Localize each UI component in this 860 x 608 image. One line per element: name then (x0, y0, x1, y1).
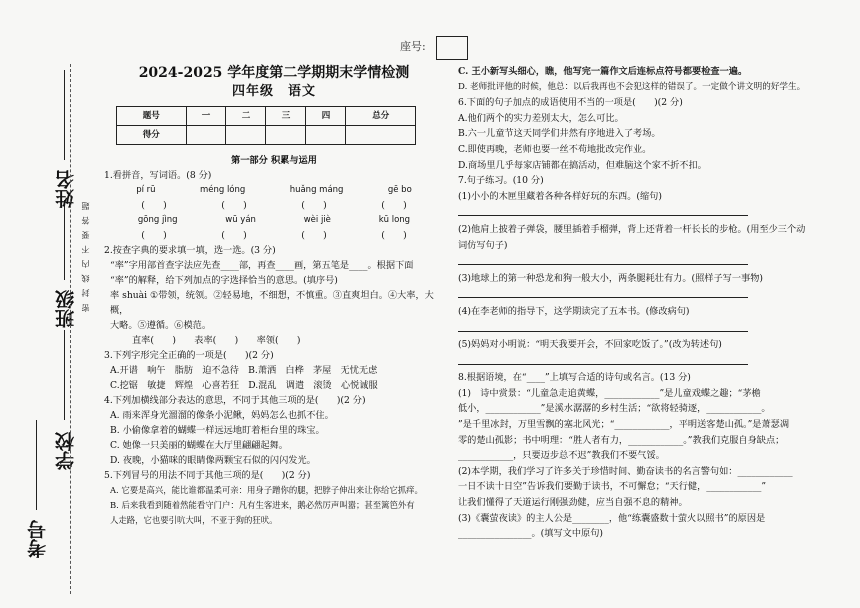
question-7: 7.句子练习。(10 分) (458, 175, 544, 187)
question-8-1: ____________，只要迈步总不迟”教我们不要气馁。 (458, 450, 665, 462)
answer-line[interactable] (458, 320, 748, 332)
question-2-text: 率 shuài ①带领，统领。②轻易地，不细想，不慎重。③直爽坦白。④大率，大概， (110, 290, 434, 316)
question-5-option: B. 后来我看到随着然能看守门户：凡有生客进来，鹅必然厉声叫嚣；甚至篱笆外有 (110, 500, 415, 510)
seat-number-label: 座号: (400, 40, 426, 53)
score-header-cell: 题号 (117, 107, 187, 126)
score-cell[interactable] (346, 126, 416, 145)
answer-blank[interactable]: ( ) (381, 230, 407, 241)
answer-blank[interactable]: ( ) (141, 230, 167, 241)
question-7-1: (1)小小的木匣里藏着各种各样好玩的东西。(缩句) (458, 190, 662, 202)
answer-line[interactable] (458, 253, 748, 265)
question-4: 4.下列加横线部分表达的意思，不同于其他三项的是( )(2 分) (104, 395, 366, 406)
score-table (116, 106, 416, 145)
score-header-cell: 总分 (346, 107, 416, 126)
question-2-text: “率”字用部首查字法应先查____部，再查____画，第五笔是____。根据下面 (110, 260, 414, 271)
question-7-5: (5)妈妈对小明说：“明天我要开会，不回家吃饭了。”(改为转述句) (458, 339, 722, 351)
question-2-text: “率”的解释，给下列加点的字选择恰当的意思。(填序号) (110, 275, 338, 286)
answer-blank[interactable]: ( ) (301, 230, 327, 241)
question-4-option: B. 小偷像拿着的蝴蝶一样远远地盯着柜台里的珠宝。 (110, 425, 325, 436)
question-6-option: D.商场里几乎每家店铺都在搞活动，但难脑这个家不折不扣。 (458, 159, 707, 171)
answer-blank[interactable]: ( ) (381, 200, 407, 211)
question-8-3: (3)《囊萤夜读》的主人公是________，他“练囊盛数十萤火以照书”的原因是 (458, 512, 766, 524)
seat-number-box[interactable] (436, 36, 468, 60)
question-7-2: (2)他肩上披着子弹袋，腰里插着手榴弹，背上还背着一杆长长的步枪。(用至少三个动 (458, 223, 806, 235)
score-header-cell: 三 (266, 107, 306, 126)
score-cell[interactable] (266, 126, 306, 145)
question-6-option: A.他们两个的实力差别太大，怎么可比。 (458, 112, 624, 124)
seal-text: 密 封 线 内 不 要 答 题 (81, 200, 90, 312)
pinyin: kū long (378, 215, 411, 225)
pinyin-row-1 (104, 183, 444, 198)
part-one-title: 第一部分 积累与运用 (231, 155, 317, 166)
score-header-cell: 一 (186, 107, 226, 126)
question-3-options: A.开谱 响午 脂肪 迫不急待 B.萧洒 白桦 茅屋 无忧无虑 (110, 365, 378, 376)
seal-line (70, 64, 71, 594)
answer-blank[interactable]: ( ) (221, 230, 247, 241)
question-7-3: (3)地球上的第一种恐龙和狗一般大小，两条腿耗壮有力。(照样子写一事物) (458, 272, 763, 284)
answer-line[interactable] (458, 353, 748, 365)
pinyin: huǎng máng (289, 185, 344, 195)
question-7-4: (4)在李老师的指导下，这学期读完了五本书。(修改病句) (458, 305, 690, 317)
right-column (458, 64, 848, 542)
score-table-header-row (117, 107, 416, 126)
name-label: 姓名 (55, 170, 77, 208)
question-3-options: C.挖锯 敏捷 辉煌 心喜若狂 D.混乱 调遣 滚烫 心悦诚服 (110, 380, 378, 391)
question-6: 6.下面的句子加点的成语使用不当的一项是( )(2 分) (458, 97, 683, 109)
question-8-2: 让我们懂得了天道运行刚强劲健，应当自强不息的精神。 (458, 497, 688, 509)
score-header-cell: 二 (226, 107, 266, 126)
question-8-1: 零的楚山孤影；书中明理：“胜人者有力，____________。”教我们克服自身缺点； (458, 434, 785, 446)
question-1: 1.看拼音，写词语。(8 分) (104, 170, 212, 181)
score-cell[interactable] (186, 126, 226, 145)
question-8-1: (1) 诗中赏景：“儿童急走追黄蝶，____________”是儿童戏蝶之趣；“茅檐 (458, 387, 761, 399)
pinyin: pí rū (136, 185, 156, 195)
exam-number-line (36, 420, 37, 510)
pinyin: gōng jìng (137, 215, 178, 225)
school-line (64, 330, 65, 420)
question-4-option: A. 雨来浑身光溜溜的像条小泥鳅，妈妈怎么也抓不住。 (110, 410, 334, 421)
question-8-1: 低小，____________”是溪水潺潺的乡村生活；“欲将轻骑逐，____________。 (458, 403, 771, 415)
answer-row-2 (104, 228, 444, 243)
question-6-option: B.六一儿童节这天同学们井然有序地进入了考场。 (458, 128, 661, 140)
question-2-text: 大略。⑤遵循。⑥模范。 (110, 320, 212, 331)
question-8-2: (2)本学期，我们学习了许多关于珍惜时间、勤奋读书的名言警句如：____________ (458, 465, 793, 477)
exam-subtitle: 四年级 语文 (231, 84, 316, 99)
answer-row-1 (104, 198, 444, 213)
score-cell[interactable] (226, 126, 266, 145)
question-5-option-d: D. 老师批评他的时候，他总：以后我再也不会犯这样的错误了。一定做个讲文明的好学生。 (458, 81, 806, 92)
pinyin: wèi jiè (303, 215, 331, 225)
answer-blank[interactable]: ( ) (221, 200, 247, 211)
answer-line[interactable] (458, 204, 748, 216)
score-header-cell: 四 (306, 107, 346, 126)
school-label: 学校 (55, 432, 77, 470)
question-8-3: ________________。(填写文中原句) (458, 528, 603, 540)
question-8: 8.根据语境，在“____”上填写合适的诗句或名言。(13 分) (458, 372, 691, 384)
question-5-option: A. 它要是高兴，能比谁都温柔可亲：用身子蹭你的腿，把脖子伸出来让你给它抓痒。 (110, 485, 423, 495)
question-2-answers: 直率( ) 表率( ) 率领( ) (132, 335, 301, 346)
binding-strip (0, 0, 100, 608)
question-5-option: 人走路，它也要引吭大叫，不亚于狗的狂吠。 (110, 515, 278, 525)
score-row-label: 得分 (117, 126, 187, 145)
answer-line[interactable] (458, 286, 748, 298)
question-5: 5.下列冒号的用法不同于其他三项的是( )(2 分) (104, 470, 311, 481)
exam-number-label: 考号 (27, 520, 49, 558)
question-2: 2.按查字典的要求填一填，选一选。(3 分) (104, 245, 276, 256)
name-line (64, 70, 65, 160)
question-4-option: C. 她像一只美丽的蝴蝶在大厅里翩翩起舞。 (110, 440, 288, 451)
answer-blank[interactable]: ( ) (141, 200, 167, 211)
question-5-option-c: C. 王小新写头细心，瞧，他写完一篇作文后连标点符号都要检查一遍。 (458, 66, 748, 77)
pinyin: wū yán (225, 215, 256, 225)
question-8-1: ”是千里冰封，万里雪飘的塞北风光；“____________，平明送客楚山孤。”是萧瑟凋 (458, 419, 790, 431)
question-3: 3.下列字形完全正确的一项是( )(2 分) (104, 350, 274, 361)
question-4-option: D. 夜晚，小猫咪的眼睛像两颗宝石似的闪闪发光。 (110, 455, 316, 466)
question-8-2: 一日不读十日空”告诉我们要勤于读书，不可懈怠；“天行健，____________” (458, 481, 767, 493)
score-table-row (117, 126, 416, 145)
score-cell[interactable] (306, 126, 346, 145)
left-column (104, 64, 444, 528)
pinyin: gē bo (387, 185, 412, 195)
class-line (64, 200, 65, 280)
exam-title: 2024-2025 学年度第二学期期末学情检测 (138, 65, 410, 81)
class-label: 班级 (55, 290, 77, 328)
pinyin-row-2 (104, 213, 444, 228)
pinyin: méng lóng (199, 185, 246, 195)
question-7-2-cont: 词仿写句子) (458, 239, 508, 251)
answer-blank[interactable]: ( ) (301, 200, 327, 211)
question-6-option: C.即使再晚，老师也要一丝不苟地批改完作业。 (458, 143, 652, 155)
